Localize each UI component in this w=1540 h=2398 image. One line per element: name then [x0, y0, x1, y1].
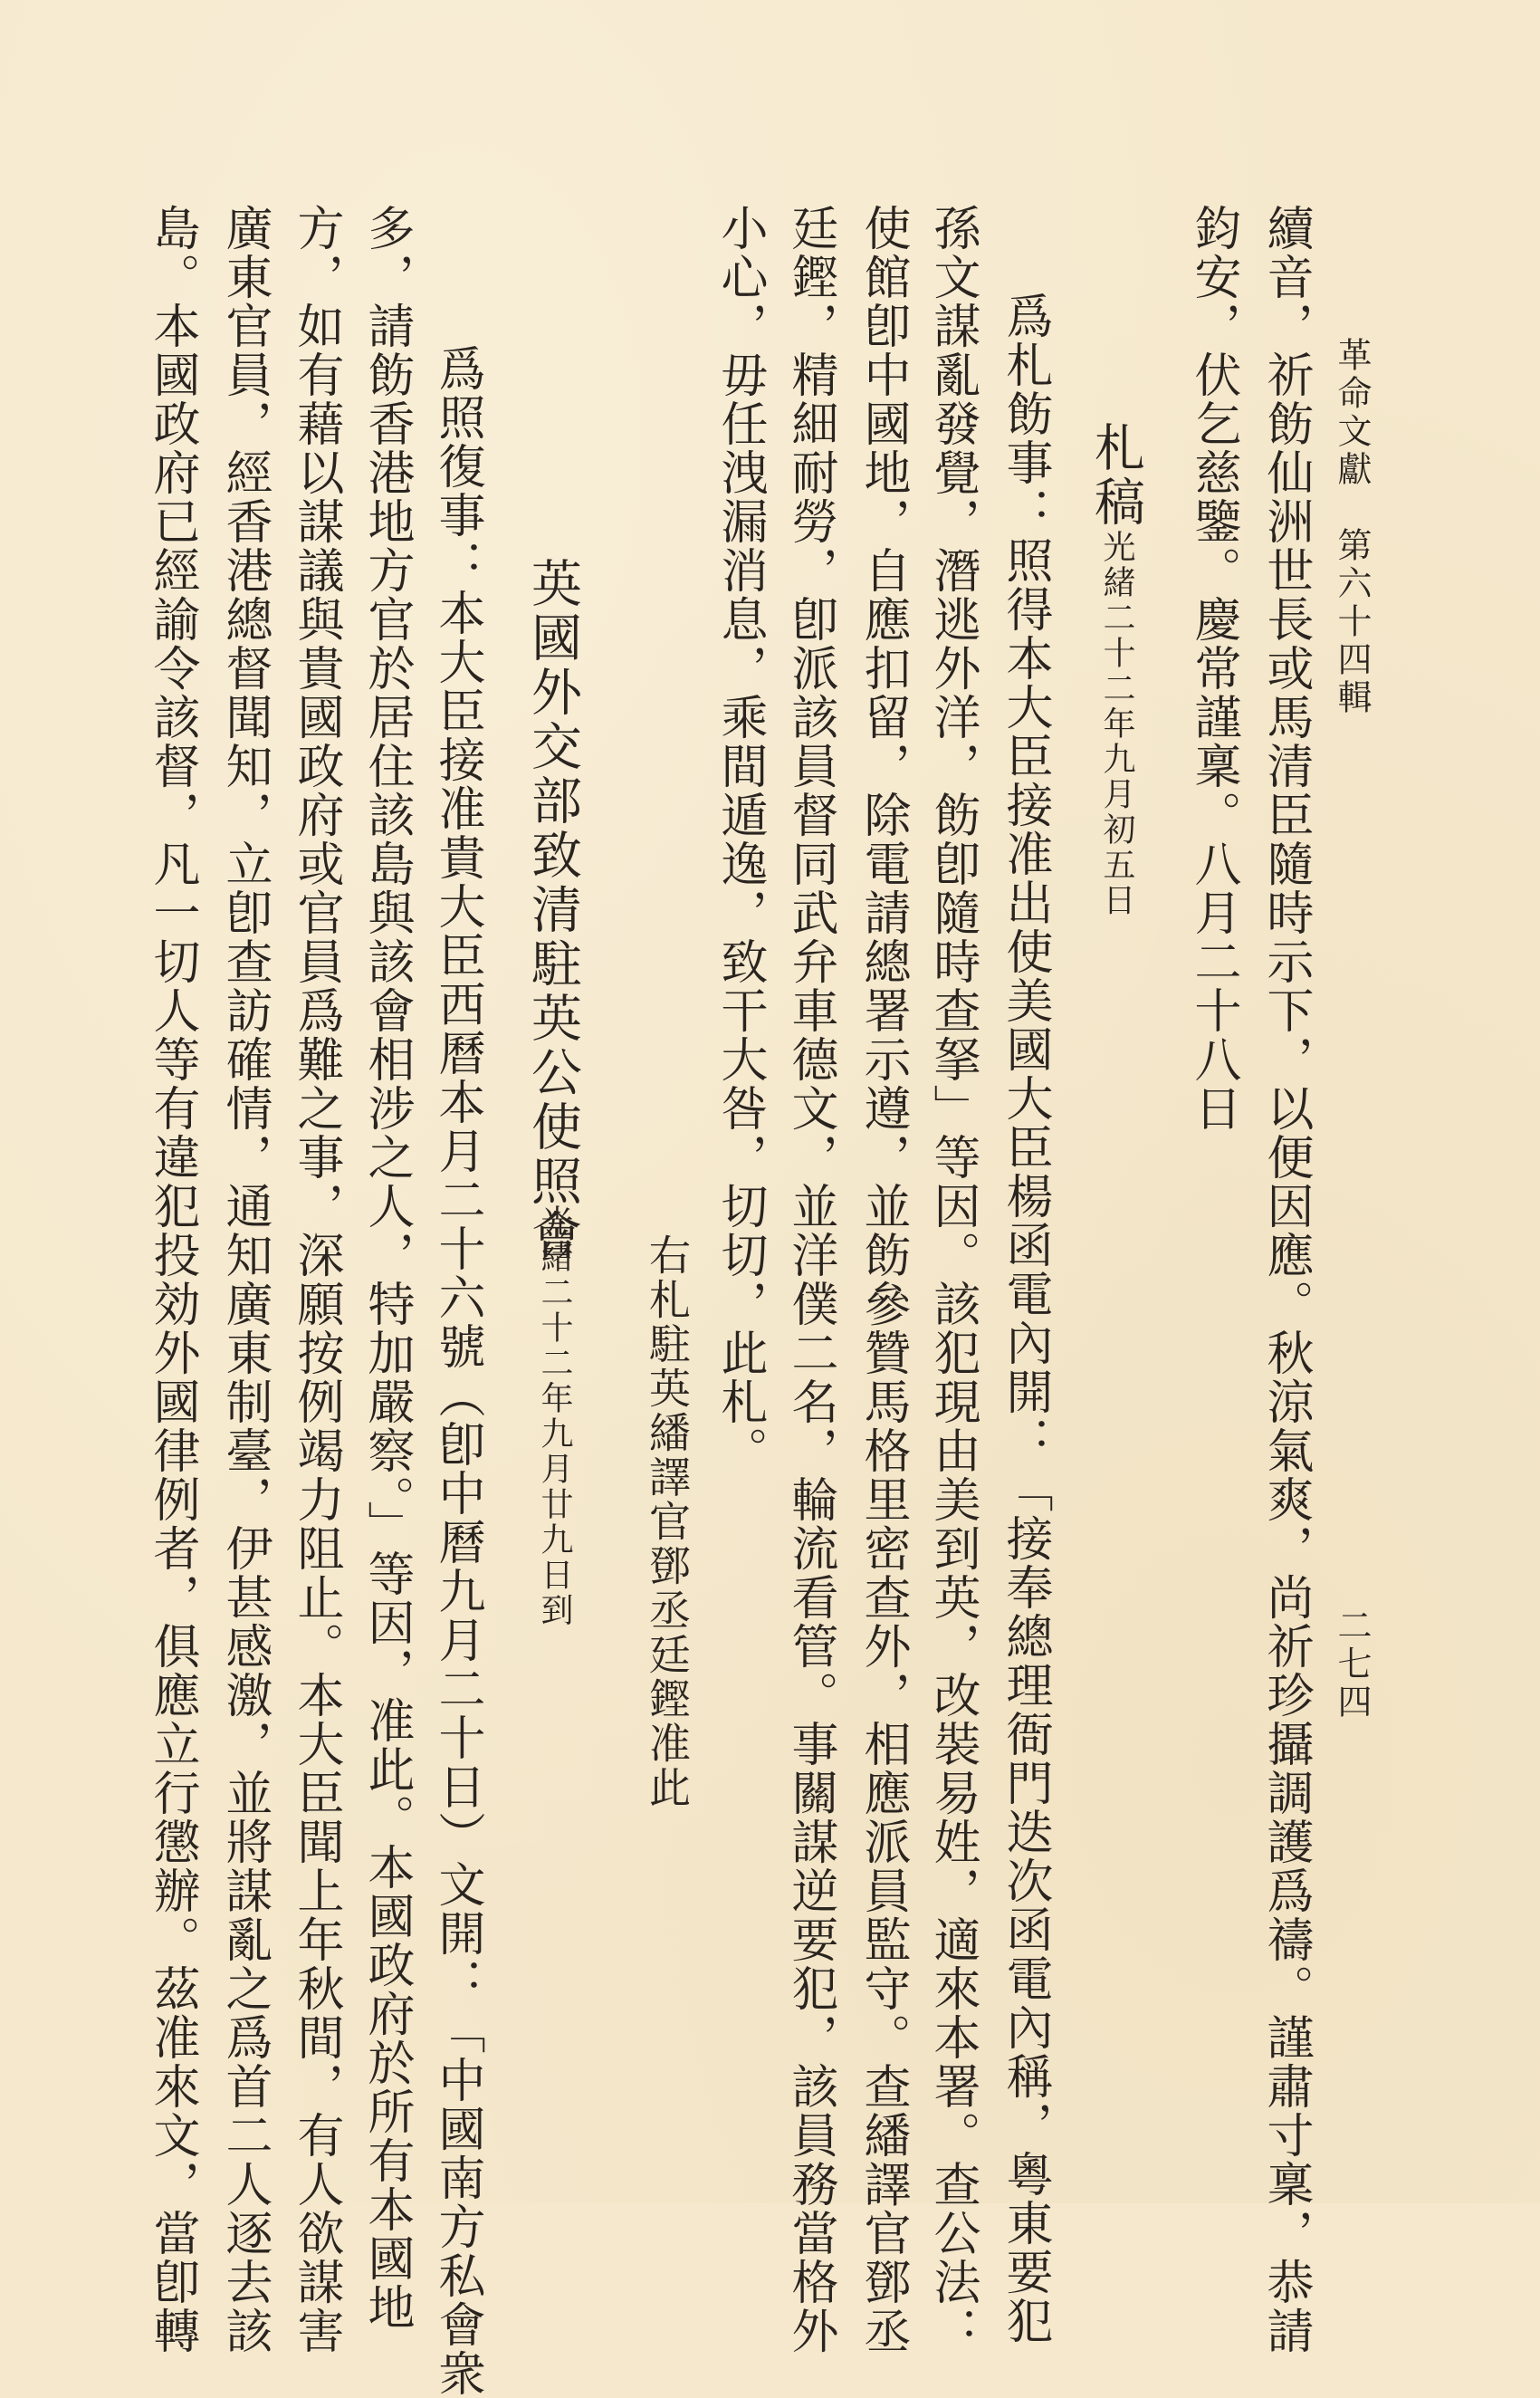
section-title: 英國外交部致清駐英公使照會 — [523, 557, 582, 1263]
text-column: 廷鏗，精細耐勞，卽派該員督同武弁車德文，並洋僕二名，輪流看管。事關謀逆要犯，該員務當格外 — [783, 204, 837, 2355]
text-column: 爲照復事：本大臣接准貴大臣西曆本月二十六號（卽中曆九月二十日）文開：「中國南方私會衆 — [430, 344, 484, 2398]
section-date: 光緒二十二年九月廿九日到 — [536, 1204, 573, 1628]
text-column: 孫文謀亂發覺，潛逃外洋，飭卽隨時查拏」等因。該犯現由美到英，改裝易姓，適來本署。查公法： — [925, 204, 980, 2355]
running-title: 革命文獻 第六十四輯 — [1332, 337, 1372, 717]
text-column: 廣東官員，經香港總督聞知，立卽查訪確情，通知廣東制臺，伊甚感激，並將謀亂之爲首二人逐去該 — [217, 204, 272, 2355]
text-column: 多，請飭香港地方官於居住該島與該會相涉之人，特加嚴察。」等因，准此。本國政府於所有本國地 — [359, 204, 414, 2332]
text-column: 小心，毋任洩漏消息，乘間遁逸，致干大咎，切切，此札。 — [713, 204, 767, 1475]
section-title: 札稿 — [1086, 421, 1145, 530]
text-column: 方，如有藉以謀議與貴國政府或官員爲難之事，深願按例竭力阻止。本大臣聞上年秋間，有人欲謀害 — [289, 204, 343, 2355]
text-column: 續音，祈飭仙洲世長或馬清臣隨時示下，以便因應。秋涼氣爽，尚祈珍攝調護爲禱。謹肅寸稟，恭請 — [1258, 204, 1313, 2355]
text-column: 島。本國政府已經諭令該督，凡一切人等有違犯投効外國律例者，俱應立行懲辦。茲准來文，當卽轉 — [145, 204, 199, 2355]
text-column: 鈞安，伏乞慈鑒。慶常謹稟。八月二十八日 — [1186, 204, 1240, 1133]
page-number: 二七四 — [1332, 1607, 1372, 1722]
section-date: 光緒二十二年九月初五日 — [1098, 530, 1135, 918]
text-column: 使館卽中國地，自應扣留，除電請總署示遵，並飭參贊馬格里密查外，相應派員監守。查繙譯官鄧丞 — [856, 204, 910, 2355]
signature-line: 右札駐英繙譯官鄧丞廷鏗准此 — [643, 1233, 692, 1810]
text-column: 爲札飭事：照得本大臣接准出使美國大臣楊函電內開：「接奉總理衙門迭次函電內稱，粵東要犯 — [998, 292, 1052, 2345]
